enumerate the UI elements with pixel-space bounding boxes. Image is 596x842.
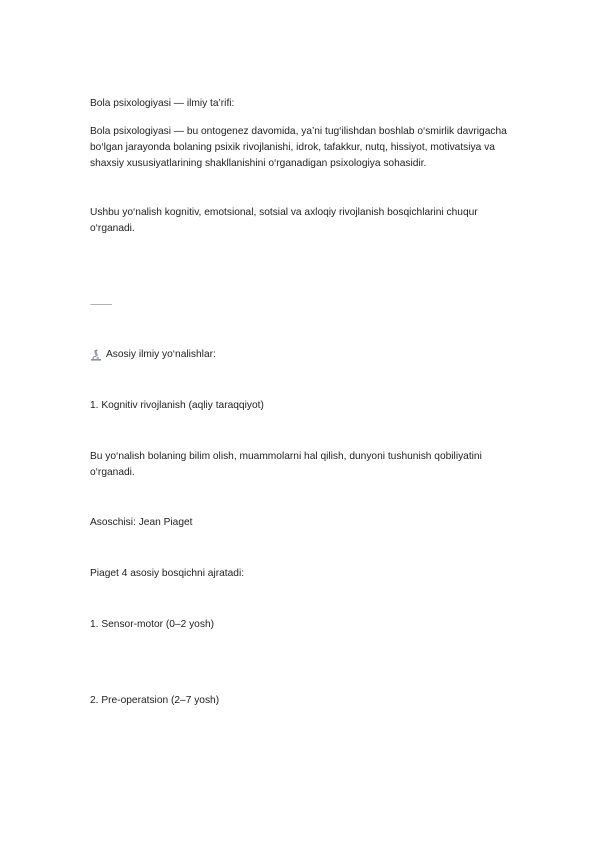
founder-line: Asoschisi: Jean Piaget	[90, 517, 193, 528]
scope-paragraph: Ushbu yo‘nalish kognitiv, emotsional, sotsial va axloqiy rivojlanish bosqichlarini chuqur o‘rganadi.	[90, 207, 478, 234]
stage-1: 1. Sensor-motor (0–2 yosh)	[90, 619, 215, 630]
directions-heading: Asosiy ilmiy yo‘nalishlar:	[106, 349, 216, 360]
microscope-icon	[90, 349, 102, 361]
definition-paragraph: Bola psixologiyasi — bu ontogenez davomida, ya’ni tug‘ilishdan boshlab o‘smirlik davrigacha bo‘lgan jarayonda bolaning psixik rivojlanishi, idrok, tafakkur, nutq, hissiyot, motivatsiya va shaxsiy xususiyatlarining shakllanishini o‘rganadigan psixologiya sohasidir.	[90, 126, 507, 169]
directions-heading-line	[90, 347, 510, 363]
section-1-title: 1. Kognitiv rivojlanish (aqliy taraqqiyot)	[90, 400, 264, 411]
section-1-paragraph: Bu yo‘nalish bolaning bilim olish, muammolarni hal qilish, dunyoni tushunish qobiliyatini o‘rganadi.	[90, 451, 482, 478]
stage-2: 2. Pre-operatsion (2–7 yosh)	[90, 695, 220, 706]
separator: ⸻	[90, 299, 113, 309]
heading: Bola psixologiyasi — ilmiy ta’rifi:	[90, 98, 235, 109]
stages-intro: Piaget 4 asosiy bosqichni ajratadi:	[90, 568, 245, 579]
